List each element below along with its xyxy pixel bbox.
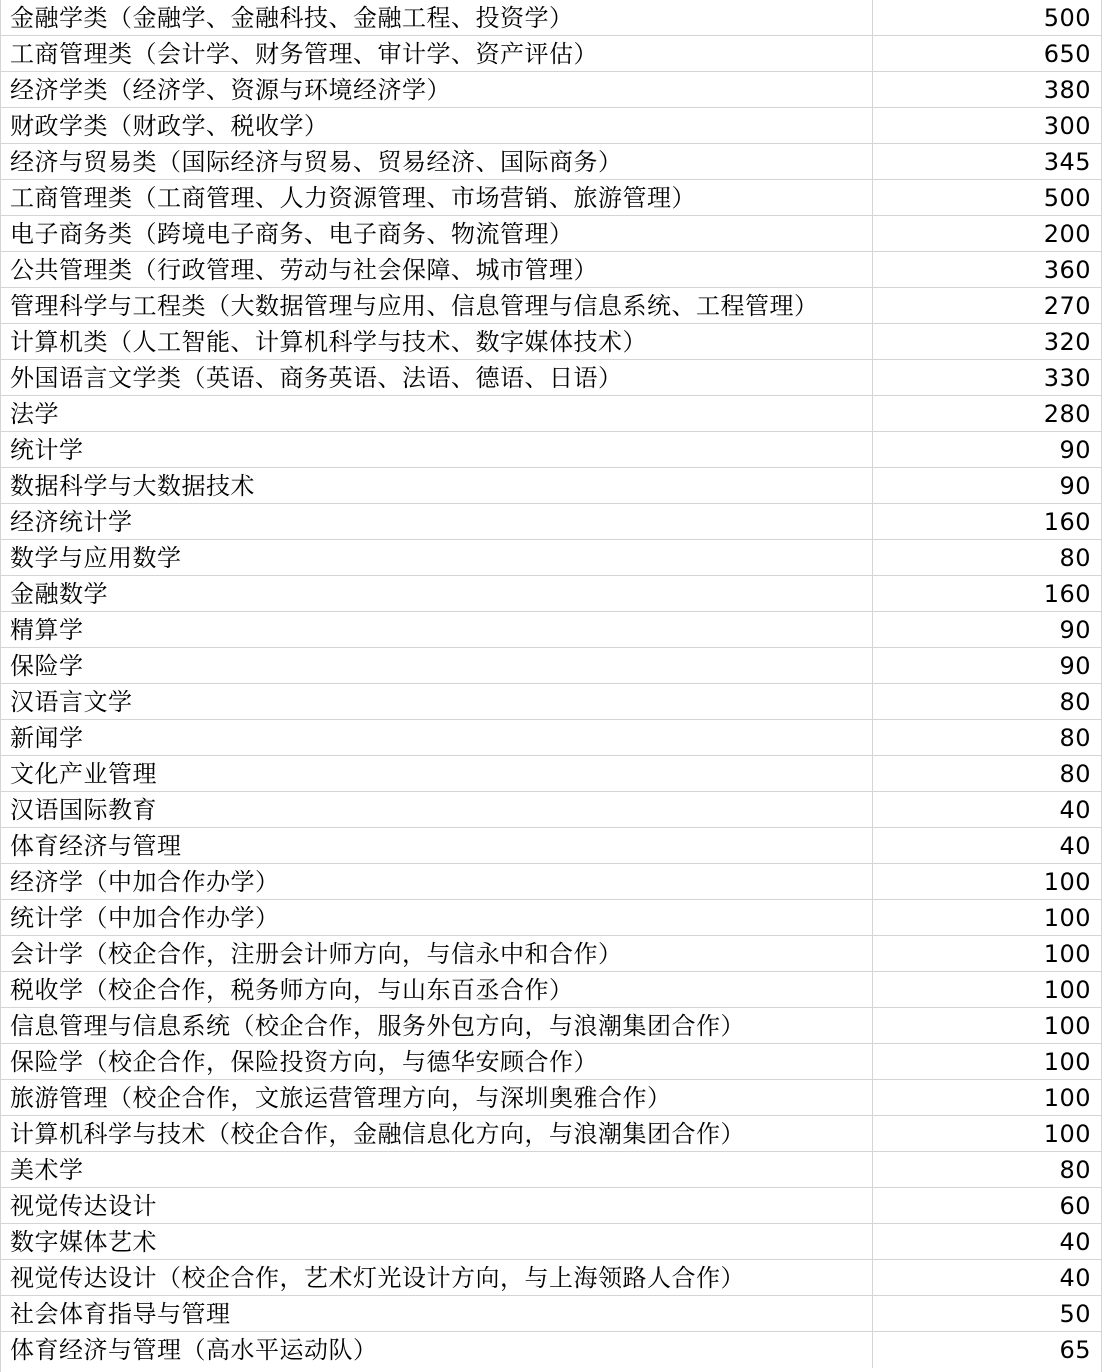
quota-cell[interactable]: 160 <box>1043 508 1091 536</box>
table-row <box>1 216 1101 252</box>
table-row <box>1 504 1101 540</box>
quota-cell[interactable]: 80 <box>1059 724 1091 752</box>
major-name-cell[interactable]: 税收学（校企合作，税务师方向，与山东百丞合作） <box>1 972 873 1007</box>
quota-cell[interactable]: 345 <box>1043 148 1091 176</box>
table-row <box>1 612 1101 648</box>
quota-cell[interactable]: 90 <box>1059 652 1091 680</box>
quota-cell[interactable]: 360 <box>1043 256 1091 284</box>
major-name-cell[interactable]: 信息管理与信息系统（校企合作，服务外包方向，与浪潮集团合作） <box>1 1008 873 1043</box>
table-row <box>1 1188 1101 1224</box>
major-name-cell[interactable]: 金融数学 <box>1 576 873 611</box>
major-name-cell[interactable]: 法学 <box>1 396 873 431</box>
table-row <box>1 1044 1101 1080</box>
quota-cell[interactable]: 80 <box>1059 688 1091 716</box>
table-row <box>1 1296 1101 1332</box>
table-row <box>1 864 1101 900</box>
major-name-cell[interactable]: 体育经济与管理 <box>1 828 873 863</box>
quota-cell[interactable]: 300 <box>1043 112 1091 140</box>
table-row <box>1 396 1101 432</box>
quota-cell[interactable]: 100 <box>1043 1084 1091 1112</box>
major-name-cell[interactable]: 公共管理类（行政管理、劳动与社会保障、城市管理） <box>1 252 873 287</box>
quota-cell[interactable]: 380 <box>1043 76 1091 104</box>
quota-cell[interactable]: 40 <box>1059 1228 1091 1256</box>
table-row <box>1 720 1101 756</box>
table-row <box>1 1152 1101 1188</box>
major-name-cell[interactable]: 计算机科学与技术（校企合作，金融信息化方向，与浪潮集团合作） <box>1 1116 873 1151</box>
quota-cell[interactable]: 80 <box>1059 544 1091 572</box>
major-name-cell[interactable]: 视觉传达设计（校企合作，艺术灯光设计方向，与上海领路人合作） <box>1 1260 873 1295</box>
table-row <box>1 432 1101 468</box>
major-name-cell[interactable]: 数学与应用数学 <box>1 540 873 575</box>
table-row <box>1 792 1101 828</box>
table-row <box>1 1116 1101 1152</box>
major-name-cell[interactable]: 统计学（中加合作办学） <box>1 900 873 935</box>
major-name-cell[interactable]: 金融学类（金融学、金融科技、金融工程、投资学） <box>1 0 873 35</box>
table-row <box>1 0 1101 36</box>
major-name-cell[interactable]: 体育经济与管理（高水平运动队） <box>1 1332 873 1368</box>
major-name-cell[interactable]: 统计学 <box>1 432 873 467</box>
quota-cell[interactable]: 90 <box>1059 472 1091 500</box>
quota-cell[interactable]: 280 <box>1043 400 1091 428</box>
major-name-cell[interactable]: 旅游管理（校企合作，文旅运营管理方向，与深圳奥雅合作） <box>1 1080 873 1115</box>
major-name-cell[interactable]: 工商管理类（工商管理、人力资源管理、市场营销、旅游管理） <box>1 180 873 215</box>
major-name-cell[interactable]: 经济统计学 <box>1 504 873 539</box>
quota-cell[interactable]: 320 <box>1043 328 1091 356</box>
table-row <box>1 1008 1101 1044</box>
table-row <box>1 576 1101 612</box>
major-name-cell[interactable]: 文化产业管理 <box>1 756 873 791</box>
quota-cell[interactable]: 65 <box>1059 1336 1091 1364</box>
table-row <box>1 1080 1101 1116</box>
quota-cell[interactable]: 40 <box>1059 796 1091 824</box>
major-name-cell[interactable]: 数字媒体艺术 <box>1 1224 873 1259</box>
table-row <box>1 108 1101 144</box>
quota-cell[interactable]: 80 <box>1059 760 1091 788</box>
table-row <box>1 252 1101 288</box>
major-name-cell[interactable]: 外国语言文学类（英语、商务英语、法语、德语、日语） <box>1 360 873 395</box>
quota-cell[interactable]: 650 <box>1043 40 1091 68</box>
quota-cell[interactable]: 100 <box>1043 1048 1091 1076</box>
quota-cell[interactable]: 60 <box>1059 1192 1091 1220</box>
table-row <box>1 648 1101 684</box>
major-name-cell[interactable]: 美术学 <box>1 1152 873 1187</box>
table-row <box>1 36 1101 72</box>
major-name-cell[interactable]: 保险学（校企合作，保险投资方向，与德华安顾合作） <box>1 1044 873 1079</box>
table-row <box>1 900 1101 936</box>
table-row <box>1 972 1101 1008</box>
major-name-cell[interactable]: 经济学（中加合作办学） <box>1 864 873 899</box>
major-name-cell[interactable]: 视觉传达设计 <box>1 1188 873 1223</box>
major-name-cell[interactable]: 经济与贸易类（国际经济与贸易、贸易经济、国际商务） <box>1 144 873 179</box>
quota-cell[interactable]: 90 <box>1059 616 1091 644</box>
quota-cell[interactable]: 100 <box>1043 868 1091 896</box>
table-row <box>1 288 1101 324</box>
major-name-cell[interactable]: 精算学 <box>1 612 873 647</box>
table-row <box>1 936 1101 972</box>
quota-cell[interactable]: 100 <box>1043 1120 1091 1148</box>
quota-cell[interactable]: 40 <box>1059 1264 1091 1292</box>
table-row <box>1 468 1101 504</box>
quota-cell[interactable]: 200 <box>1043 220 1091 248</box>
major-name-cell[interactable]: 经济学类（经济学、资源与环境经济学） <box>1 72 873 107</box>
table-row <box>1 72 1101 108</box>
table-row <box>1 540 1101 576</box>
major-name-cell[interactable]: 工商管理类（会计学、财务管理、审计学、资产评估） <box>1 36 873 71</box>
major-name-cell[interactable]: 社会体育指导与管理 <box>1 1296 873 1331</box>
table-row <box>1 360 1101 396</box>
major-name-cell[interactable]: 计算机类（人工智能、计算机科学与技术、数字媒体技术） <box>1 324 873 359</box>
quota-cell[interactable]: 500 <box>1043 184 1091 212</box>
major-name-cell[interactable]: 管理科学与工程类（大数据管理与应用、信息管理与信息系统、工程管理） <box>1 288 873 323</box>
quota-cell[interactable]: 160 <box>1043 580 1091 608</box>
quota-cell[interactable]: 500 <box>1043 4 1091 32</box>
quota-cell[interactable]: 100 <box>1043 976 1091 1004</box>
quota-cell[interactable]: 80 <box>1059 1156 1091 1184</box>
quota-cell[interactable]: 330 <box>1043 364 1091 392</box>
quota-cell[interactable]: 100 <box>1043 904 1091 932</box>
major-name-cell[interactable]: 保险学 <box>1 648 873 683</box>
table-row <box>1 144 1101 180</box>
table-row <box>1 180 1101 216</box>
table-row <box>1 828 1101 864</box>
quota-cell[interactable]: 90 <box>1059 436 1091 464</box>
table-row <box>1 756 1101 792</box>
major-name-cell[interactable]: 汉语国际教育 <box>1 792 873 827</box>
quota-cell[interactable]: 50 <box>1059 1300 1091 1328</box>
major-name-cell[interactable]: 新闻学 <box>1 720 873 755</box>
quota-cell[interactable]: 100 <box>1043 1012 1091 1040</box>
table-row <box>1 1260 1101 1296</box>
major-name-cell[interactable]: 财政学类（财政学、税收学） <box>1 108 873 143</box>
major-name-cell[interactable]: 数据科学与大数据技术 <box>1 468 873 503</box>
major-name-cell[interactable]: 会计学（校企合作，注册会计师方向，与信永中和合作） <box>1 936 873 971</box>
table-row <box>1 1224 1101 1260</box>
major-name-cell[interactable]: 汉语言文学 <box>1 684 873 719</box>
quota-cell[interactable]: 100 <box>1043 940 1091 968</box>
table-row <box>1 324 1101 360</box>
table-row <box>1 1332 1101 1368</box>
table-row <box>1 684 1101 720</box>
quota-cell[interactable]: 40 <box>1059 832 1091 860</box>
major-name-cell[interactable]: 电子商务类（跨境电子商务、电子商务、物流管理） <box>1 216 873 251</box>
quota-cell[interactable]: 270 <box>1043 292 1091 320</box>
